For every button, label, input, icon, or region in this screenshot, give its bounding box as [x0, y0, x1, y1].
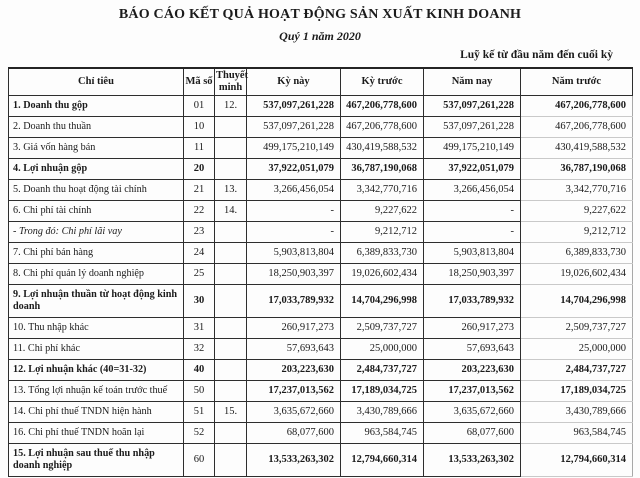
- ky-truoc-cell: 9,212,712: [341, 222, 424, 243]
- thuyet-minh-cell: [215, 360, 247, 381]
- thuyet-minh-cell: [215, 243, 247, 264]
- nam-nay-cell: -: [424, 222, 521, 243]
- ky-truoc-cell: 36,787,190,068: [341, 159, 424, 180]
- ma-so-cell: 51: [184, 402, 215, 423]
- ky-nay-cell: 537,097,261,228: [247, 96, 341, 117]
- ma-so-cell: 11: [184, 138, 215, 159]
- table-row: [9, 318, 633, 339]
- ky-truoc-cell: 12,794,660,314: [341, 444, 424, 477]
- thuyet-minh-cell: [215, 222, 247, 243]
- table-row: [9, 180, 633, 201]
- nam-nay-cell: 5,903,813,804: [424, 243, 521, 264]
- row-label-cell: 11. Chi phí khác: [9, 339, 184, 360]
- thuyet-minh-cell: 15.: [215, 402, 247, 423]
- ky-nay-cell: 3,635,672,660: [247, 402, 341, 423]
- ky-truoc-cell: 6,389,833,730: [341, 243, 424, 264]
- ky-truoc-cell: 14,704,296,998: [341, 285, 424, 318]
- cumulative-note: Luỹ kế từ đầu năm đến cuối kỳ: [460, 49, 613, 61]
- nam-nay-cell: 203,223,630: [424, 360, 521, 381]
- income-statement-table: [8, 67, 633, 477]
- table-row: [9, 360, 633, 381]
- nam-truoc-cell: 467,206,778,600: [521, 117, 633, 138]
- row-label-cell: 8. Chi phí quản lý doanh nghiệp: [9, 264, 184, 285]
- nam-nay-cell: 37,922,051,079: [424, 159, 521, 180]
- nam-nay-cell: 57,693,643: [424, 339, 521, 360]
- ky-truoc-cell: 2,509,737,727: [341, 318, 424, 339]
- ky-nay-cell: 537,097,261,228: [247, 117, 341, 138]
- report-period: Quý 1 năm 2020: [279, 29, 361, 43]
- thuyet-minh-cell: 12.: [215, 96, 247, 117]
- nam-truoc-cell: 9,227,622: [521, 201, 633, 222]
- table-row: [9, 402, 633, 423]
- row-label-cell: 13. Tổng lợi nhuận kế toán trước thuế: [9, 381, 184, 402]
- table-row: [9, 117, 633, 138]
- nam-nay-cell: 260,917,273: [424, 318, 521, 339]
- ky-nay-cell: 17,033,789,932: [247, 285, 341, 318]
- nam-nay-cell: 499,175,210,149: [424, 138, 521, 159]
- nam-nay-cell: 537,097,261,228: [424, 117, 521, 138]
- nam-truoc-cell: 25,000,000: [521, 339, 633, 360]
- row-label-cell: 15. Lợi nhuận sau thuế thu nhập doanh nghiệp: [9, 444, 184, 477]
- thuyet-minh-cell: [215, 339, 247, 360]
- nam-truoc-cell: 14,704,296,998: [521, 285, 633, 318]
- nam-truoc-cell: 2,509,737,727: [521, 318, 633, 339]
- nam-truoc-cell: 6,389,833,730: [521, 243, 633, 264]
- ky-truoc-cell: 3,342,770,716: [341, 180, 424, 201]
- ky-nay-cell: 17,237,013,562: [247, 381, 341, 402]
- nam-nay-cell: 17,033,789,932: [424, 285, 521, 318]
- table-row: [9, 423, 633, 444]
- row-label-cell: 7. Chi phí bán hàng: [9, 243, 184, 264]
- ma-so-cell: 01: [184, 96, 215, 117]
- table-row: [9, 243, 633, 264]
- ma-so-cell: 22: [184, 201, 215, 222]
- table-row: [9, 159, 633, 180]
- table-row: [9, 96, 633, 117]
- column-header-nam-nay: Năm nay: [424, 68, 521, 96]
- nam-nay-cell: 13,533,263,302: [424, 444, 521, 477]
- row-label-cell: 4. Lợi nhuận gộp: [9, 159, 184, 180]
- ky-nay-cell: 18,250,903,397: [247, 264, 341, 285]
- thuyet-minh-cell: [215, 423, 247, 444]
- thuyet-minh-cell: [215, 318, 247, 339]
- thuyet-minh-cell: [215, 381, 247, 402]
- nam-nay-cell: 17,237,013,562: [424, 381, 521, 402]
- thuyet-minh-cell: [215, 159, 247, 180]
- thuyet-minh-cell: 14.: [215, 201, 247, 222]
- ky-truoc-cell: 17,189,034,725: [341, 381, 424, 402]
- ky-truoc-cell: 19,026,602,434: [341, 264, 424, 285]
- ma-so-cell: 10: [184, 117, 215, 138]
- ma-so-cell: 40: [184, 360, 215, 381]
- table-row: [9, 138, 633, 159]
- row-label-cell: - Trong đó: Chi phí lãi vay: [9, 222, 184, 243]
- column-header-ky-truoc: Kỳ trước: [341, 68, 424, 96]
- ma-so-cell: 32: [184, 339, 215, 360]
- ky-nay-cell: 13,533,263,302: [247, 444, 341, 477]
- nam-nay-cell: -: [424, 201, 521, 222]
- report-table-body: [9, 96, 633, 477]
- thuyet-minh-cell: [215, 444, 247, 477]
- nam-nay-cell: 537,097,261,228: [424, 96, 521, 117]
- report-title: BÁO CÁO KẾT QUẢ HOẠT ĐỘNG SẢN XUẤT KINH DOANH: [118, 7, 522, 22]
- ky-nay-cell: 37,922,051,079: [247, 159, 341, 180]
- ma-so-cell: 50: [184, 381, 215, 402]
- column-header-nam-truoc: Năm trước: [521, 68, 633, 96]
- table-row: [9, 285, 633, 318]
- row-label-cell: 16. Chi phí thuế TNDN hoãn lại: [9, 423, 184, 444]
- ma-so-cell: 23: [184, 222, 215, 243]
- ky-nay-cell: 57,693,643: [247, 339, 341, 360]
- row-label-cell: 3. Giá vốn hàng bán: [9, 138, 184, 159]
- nam-truoc-cell: 36,787,190,068: [521, 159, 633, 180]
- column-header-ma-so: Mã số: [184, 68, 215, 96]
- row-label-cell: 2. Doanh thu thuần: [9, 117, 184, 138]
- ky-truoc-cell: 467,206,778,600: [341, 96, 424, 117]
- table-row: [9, 264, 633, 285]
- ma-so-cell: 30: [184, 285, 215, 318]
- thuyet-minh-cell: 13.: [215, 180, 247, 201]
- nam-truoc-cell: 3,430,789,666: [521, 402, 633, 423]
- thuyet-minh-cell: [215, 117, 247, 138]
- nam-truoc-cell: 17,189,034,725: [521, 381, 633, 402]
- ky-truoc-cell: 3,430,789,666: [341, 402, 424, 423]
- nam-truoc-cell: 12,794,660,314: [521, 444, 633, 477]
- ky-truoc-cell: 467,206,778,600: [341, 117, 424, 138]
- thuyet-minh-cell: [215, 138, 247, 159]
- ky-truoc-cell: 25,000,000: [341, 339, 424, 360]
- ma-so-cell: 24: [184, 243, 215, 264]
- ma-so-cell: 20: [184, 159, 215, 180]
- nam-truoc-cell: 467,206,778,600: [521, 96, 633, 117]
- thuyet-minh-cell: [215, 285, 247, 318]
- column-header-ky-nay: Kỳ này: [247, 68, 341, 96]
- nam-truoc-cell: 2,484,737,727: [521, 360, 633, 381]
- ky-nay-cell: 260,917,273: [247, 318, 341, 339]
- nam-truoc-cell: 19,026,602,434: [521, 264, 633, 285]
- table-row: [9, 201, 633, 222]
- column-header-chi-tieu: Chỉ tiêu: [9, 68, 184, 96]
- ma-so-cell: 52: [184, 423, 215, 444]
- row-label-cell: 12. Lợi nhuận khác (40=31-32): [9, 360, 184, 381]
- ky-truoc-cell: 963,584,745: [341, 423, 424, 444]
- nam-truoc-cell: 963,584,745: [521, 423, 633, 444]
- row-label-cell: 5. Doanh thu hoạt động tài chính: [9, 180, 184, 201]
- ma-so-cell: 31: [184, 318, 215, 339]
- ky-nay-cell: 203,223,630: [247, 360, 341, 381]
- table-row: [9, 444, 633, 477]
- ky-nay-cell: 5,903,813,804: [247, 243, 341, 264]
- row-label-cell: 9. Lợi nhuận thuần từ hoạt động kinh doanh: [9, 285, 184, 318]
- nam-truoc-cell: 3,342,770,716: [521, 180, 633, 201]
- table-row: [9, 222, 633, 243]
- nam-nay-cell: 3,266,456,054: [424, 180, 521, 201]
- ma-so-cell: 60: [184, 444, 215, 477]
- ma-so-cell: 21: [184, 180, 215, 201]
- ky-nay-cell: 499,175,210,149: [247, 138, 341, 159]
- ky-nay-cell: -: [247, 201, 341, 222]
- table-header-row: [9, 68, 633, 96]
- row-label-cell: 6. Chi phí tài chính: [9, 201, 184, 222]
- ky-truoc-cell: 2,484,737,727: [341, 360, 424, 381]
- nam-nay-cell: 68,077,600: [424, 423, 521, 444]
- table-row: [9, 339, 633, 360]
- ky-nay-cell: 3,266,456,054: [247, 180, 341, 201]
- nam-nay-cell: 18,250,903,397: [424, 264, 521, 285]
- ky-truoc-cell: 9,227,622: [341, 201, 424, 222]
- ma-so-cell: 25: [184, 264, 215, 285]
- nam-truoc-cell: 430,419,588,532: [521, 138, 633, 159]
- row-label-cell: 10. Thu nhập khác: [9, 318, 184, 339]
- ky-nay-cell: -: [247, 222, 341, 243]
- row-label-cell: 14. Chi phí thuế TNDN hiện hành: [9, 402, 184, 423]
- row-label-cell: 1. Doanh thu gộp: [9, 96, 184, 117]
- nam-truoc-cell: 9,212,712: [521, 222, 633, 243]
- column-header-thuyet-minh: Thuyết minh: [215, 68, 247, 96]
- thuyet-minh-cell: [215, 264, 247, 285]
- ky-truoc-cell: 430,419,588,532: [341, 138, 424, 159]
- nam-nay-cell: 3,635,672,660: [424, 402, 521, 423]
- table-row: [9, 381, 633, 402]
- ky-nay-cell: 68,077,600: [247, 423, 341, 444]
